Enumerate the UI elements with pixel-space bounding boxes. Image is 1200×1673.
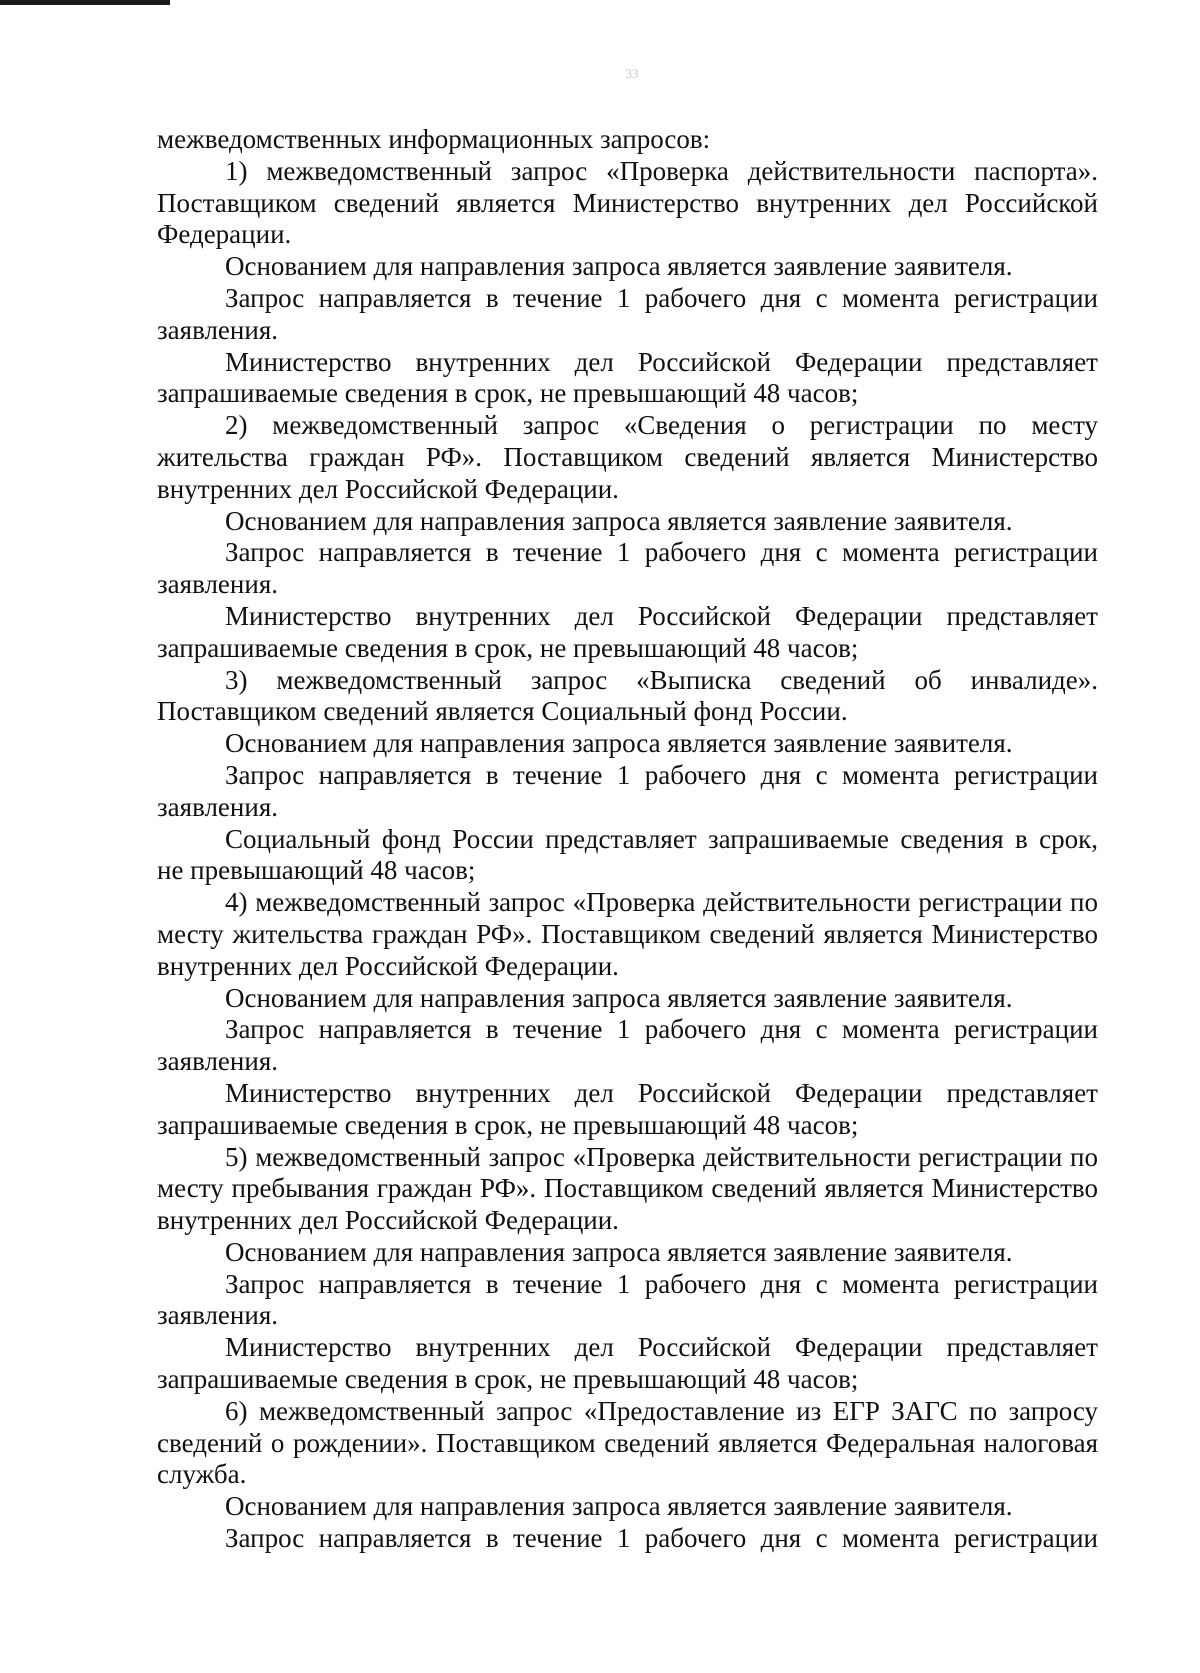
paragraph: 6) межведомственный запрос «Предоставление из ЕГР ЗАГС по запросу сведений о рождении». Поставщиком сведений является Федеральная налоговая служба. [157,1395,1098,1490]
paragraph: Министерство внутренних дел Российской Федерации представляет запрашиваемые сведения в срок, не превышающий 48 часов; [157,600,1098,663]
page-number: 33 [625,66,639,81]
paragraph: 4) межведомственный запрос «Проверка действительности регистрации по месту жительства граждан РФ». Поставщиком сведений является Министерство внутренних дел Российской Федерации. [157,887,1098,981]
paragraph: Запрос направляется в течение 1 рабочего дня с момента регистрации [225,1523,1098,1554]
paragraph: Основанием для направления запроса является заявление заявителя. [225,1236,1013,1267]
paragraph: Основанием для направления запроса является заявление заявителя. [225,1491,1013,1522]
paragraph: Запрос направляется в течение 1 рабочего дня с момента регистрации заявления. [157,759,1098,822]
paragraph: Министерство внутренних дел Российской Федерации представляет запрашиваемые сведения в срок, не превышающий 48 часов; [157,1077,1098,1140]
paragraph: 5) межведомственный запрос «Проверка действительности регистрации по месту пребывания граждан РФ». Поставщиком сведений является Министерство внутренних дел Российской Федерации. [157,1141,1098,1236]
paragraph: Основанием для направления запроса является заявление заявителя. [225,505,1013,536]
document-body [157,124,1098,1555]
paragraph: Министерство внутренних дел Российской Федерации представляет запрашиваемые сведения в срок, не превышающий 48 часов; [157,346,1098,409]
paragraph: 1) межведомственный запрос «Проверка действительности паспорта». Поставщиком сведений является Министерство внутренних дел Российской Федерации. [157,155,1098,250]
paragraph: Запрос направляется в течение 1 рабочего дня с момента регистрации заявления. [157,1014,1098,1077]
paragraph: Основанием для направления запроса является заявление заявителя. [225,251,1013,282]
paragraph: Министерство внутренних дел Российской Федерации представляет запрашиваемые сведения в срок, не превышающий 48 часов; [157,1332,1098,1395]
paragraph: Основанием для направления запроса является заявление заявителя. [225,728,1013,759]
paragraph: 2) межведомственный запрос «Сведения о регистрации по месту жительства граждан РФ». Поставщиком сведений является Министерство внутренних дел Российской Федерации. [157,410,1098,504]
paragraph: Запрос направляется в течение 1 рабочего дня с момента регистрации заявления. [157,1268,1098,1331]
paragraph: 3) межведомственный запрос «Выписка сведений об инвалиде». Поставщиком сведений является Социальный фонд России. [157,664,1098,727]
scan-edge-mark [0,0,170,5]
paragraph: Запрос направляется в течение 1 рабочего дня с момента регистрации заявления. [157,537,1098,600]
paragraph: Запрос направляется в течение 1 рабочего дня с момента регистрации заявления. [157,282,1098,345]
paragraph: Основанием для направления запроса является заявление заявителя. [225,982,1013,1013]
paragraph: Социальный фонд России представляет запрашиваемые сведения в срок, не превышающий 48 часов; [157,823,1098,886]
paragraph: межведомственных информационных запросов: [157,124,711,154]
